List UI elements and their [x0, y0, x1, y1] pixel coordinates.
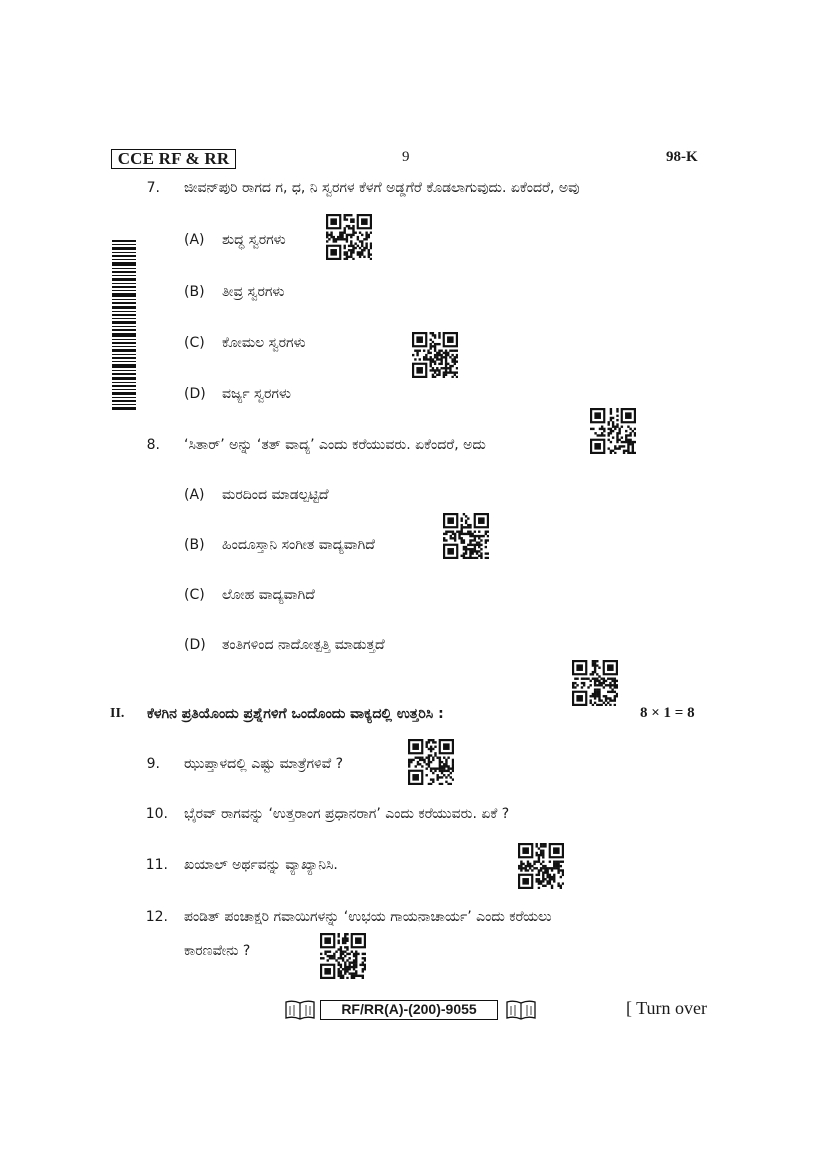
- question-text: ಪಂಡಿತ್ ಪಂಚಾಕ್ಷರಿ ಗವಾಯಿಗಳನ್ನು ‘ಉಭಯ ಗಾಯನಾಚಾರ್ಯ’ ಎಂದು ಕರೆಯಲು: [184, 909, 552, 925]
- option-text: ತೀವ್ರ ಸ್ವರಗಳು: [222, 284, 285, 300]
- qr-code-icon: [590, 408, 636, 458]
- question-text: ಖಯಾಲ್ ಅರ್ಥವನ್ನು ವ್ಯಾಖ್ಯಾನಿಸಿ.: [184, 857, 338, 873]
- book-icon: [284, 999, 316, 1021]
- header-box: CCE RF & RR: [111, 149, 236, 169]
- option-letter: (C): [184, 335, 205, 351]
- barcode-icon: [112, 240, 136, 412]
- qr-code-icon: [408, 739, 454, 789]
- question-number: 9.: [146, 756, 160, 772]
- question-number: 11.: [145, 857, 168, 873]
- option-letter: (C): [184, 587, 205, 603]
- option-text: ಶುದ್ಧ ಸ್ವರಗಳು: [222, 232, 286, 248]
- footer-paper-code: RF/RR(A)-(200)-9055: [320, 1000, 498, 1020]
- qr-code-icon: [572, 660, 618, 710]
- option-text: ಕೋಮಲ ಸ್ವರಗಳು: [222, 335, 306, 351]
- qr-code-icon: [412, 332, 458, 382]
- option-text: ಮರದಿಂದ ಮಾಡಲ್ಪಟ್ಟಿದೆ: [222, 487, 329, 503]
- question-number: 12.: [145, 909, 168, 925]
- option-letter: (A): [184, 487, 205, 503]
- option-letter: (A): [184, 232, 205, 248]
- turn-over-label: [ Turn over: [626, 998, 708, 1018]
- paper-code: 98-K: [666, 149, 698, 165]
- option-text: ತಂತಿಗಳಿಂದ ನಾದೋತ್ಪತ್ತಿ ಮಾಡುತ್ತದೆ: [222, 637, 385, 653]
- qr-code-icon: [320, 933, 366, 983]
- question-number: 8.: [146, 437, 160, 453]
- question-text: ಝುಪ್ತಾಳದಲ್ಲಿ ಎಷ್ಟು ಮಾತ್ರೆಗಳಿವೆ ?: [184, 756, 344, 772]
- section-instruction: ಕೆಳಗಿನ ಪ್ರತಿಯೊಂದು ಪ್ರಶ್ನೆಗಳಿಗೆ ಒಂದೊಂದು ವಾಕ್ಯದಲ್ಲಿ ಉತ್ತರಿಸಿ :: [147, 706, 444, 722]
- section-number: II.: [110, 706, 125, 721]
- option-text: ಲೋಹ ವಾದ್ಯವಾಗಿದೆ: [222, 587, 315, 603]
- question-text: ಜೀವನ್‌ಪುರಿ ರಾಗದ ಗ, ಧ, ನಿ ಸ್ವರಗಳ ಕೆಳಗೆ ಅಡ್ಡಗೆರೆ ಕೊಡಲಾಗುವುದು. ಏಕೆಂದರೆ, ಅವು: [184, 180, 580, 196]
- book-icon: [505, 999, 537, 1021]
- option-letter: (B): [184, 284, 205, 300]
- question-number: 10.: [145, 806, 168, 822]
- option-text: ಹಿಂದೂಸ್ತಾನಿ ಸಂಗೀತ ವಾದ್ಯವಾಗಿದೆ: [222, 537, 375, 553]
- qr-code-icon: [326, 214, 372, 264]
- option-letter: (D): [184, 386, 206, 402]
- option-text: ವರ್ಜ್ಯ ಸ್ವರಗಳು: [222, 386, 292, 402]
- question-number: 7.: [146, 180, 160, 196]
- question-text-continued: ಕಾರಣವೇನು ?: [184, 943, 251, 959]
- option-letter: (B): [184, 537, 205, 553]
- page-number: 9: [402, 149, 410, 165]
- option-letter: (D): [184, 637, 206, 653]
- section-marks: 8 × 1 = 8: [640, 705, 695, 721]
- question-text: ಭೈರವ್ ರಾಗವನ್ನು ‘ಉತ್ತರಾಂಗ ಪ್ರಧಾನರಾಗ’ ಎಂದು ಕರೆಯುವರು. ಏಕೆ ?: [184, 806, 510, 822]
- qr-code-icon: [518, 843, 564, 893]
- qr-code-icon: [443, 513, 489, 563]
- question-text: ‘ಸಿತಾರ್’ ಅನ್ನು ‘ತತ್ ವಾದ್ಯ’ ಎಂದು ಕರೆಯುವರು. ಏಕೆಂದರೆ, ಅದು: [184, 437, 486, 453]
